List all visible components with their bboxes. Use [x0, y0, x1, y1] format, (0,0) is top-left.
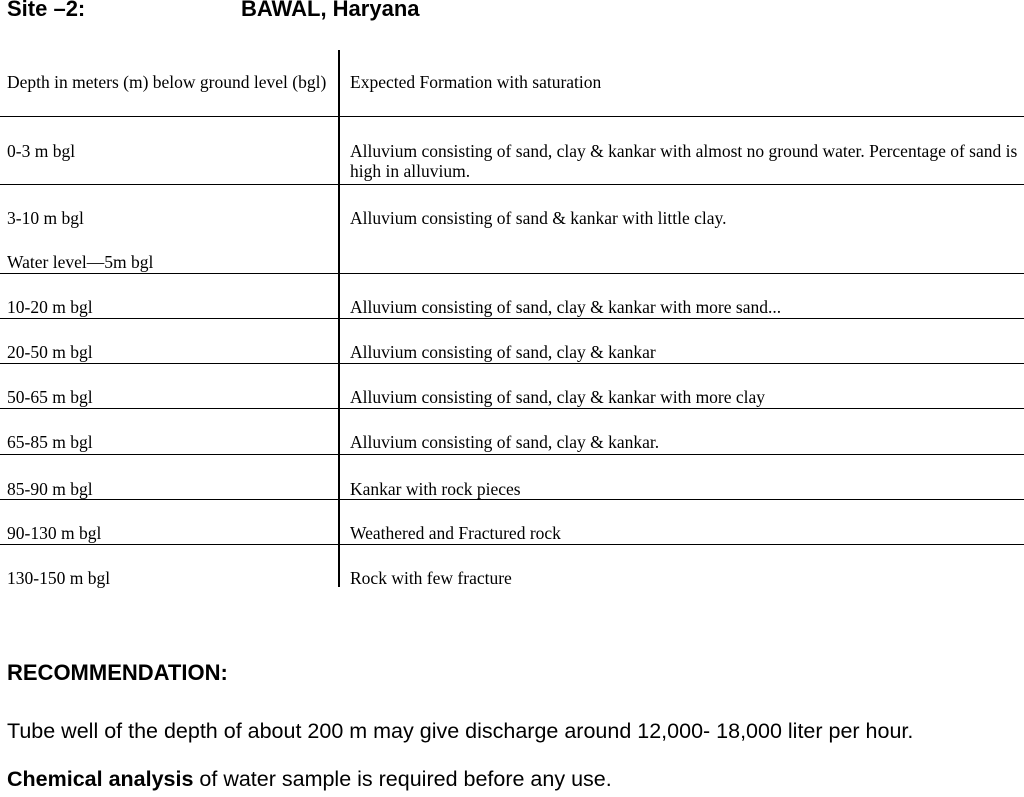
table-row: [0, 409, 1024, 455]
formation-cell: Alluvium consisting of sand, clay & kankar with almost no ground water. Percentage of sand is high in alluvium.: [350, 141, 1018, 181]
water-level-note: Water level—5m bgl: [7, 252, 154, 272]
depth-cell: 85-90 m bgl: [7, 479, 93, 499]
recommendation-text: Tube well of the depth of about 200 m may give discharge around 12,000- 18,000 liter per hour.: [7, 719, 914, 743]
formation-cell: Alluvium consisting of sand & kankar with little clay.: [350, 208, 727, 228]
depth-cell: 90-130 m bgl: [7, 523, 102, 543]
formation-cell: Alluvium consisting of sand, clay & kankar: [350, 342, 656, 362]
table-header-row: [0, 50, 1024, 117]
table-row: [0, 500, 1024, 545]
table-row: [0, 117, 1024, 185]
formation-cell: Alluvium consisting of sand, clay & kankar.: [350, 432, 660, 452]
depth-cell: 130-150 m bgl: [7, 568, 111, 588]
table-row: [0, 455, 1024, 500]
formation-cell: Alluvium consisting of sand, clay & kankar with more sand...: [350, 297, 782, 317]
site-label: Site –2:: [7, 0, 86, 21]
formation-table: [0, 50, 1024, 587]
table-row: [0, 364, 1024, 409]
depth-cell: 65-85 m bgl: [7, 432, 93, 452]
formation-cell: Rock with few fracture: [350, 568, 512, 588]
formation-cell: Kankar with rock pieces: [350, 479, 521, 499]
header-formation: Expected Formation with saturation: [350, 72, 602, 92]
formation-cell: Weathered and Fractured rock: [350, 523, 561, 543]
site-name: BAWAL, Haryana: [241, 0, 420, 21]
chemical-analysis-rest: of water sample is required before any use.: [193, 767, 612, 791]
depth-cell: 50-65 m bgl: [7, 387, 93, 407]
depth-cell: 10-20 m bgl: [7, 297, 93, 317]
table-row: [0, 319, 1024, 364]
table-row: [0, 545, 1024, 587]
table-row: [0, 274, 1024, 319]
header-depth: Depth in meters (m) below ground level (bgl): [7, 72, 327, 92]
table-row: [0, 185, 1024, 274]
chemical-analysis-note: [7, 765, 612, 793]
depth-cell: 0-3 m bgl: [7, 141, 76, 161]
recommendation-heading: RECOMMENDATION:: [7, 660, 228, 685]
site-header: [7, 0, 1007, 24]
depth-cell: 3-10 m bgl: [7, 208, 84, 228]
depth-cell: 20-50 m bgl: [7, 342, 93, 362]
chemical-analysis-bold: Chemical analysis: [7, 767, 194, 791]
formation-cell: Alluvium consisting of sand, clay & kankar with more clay: [350, 387, 766, 407]
